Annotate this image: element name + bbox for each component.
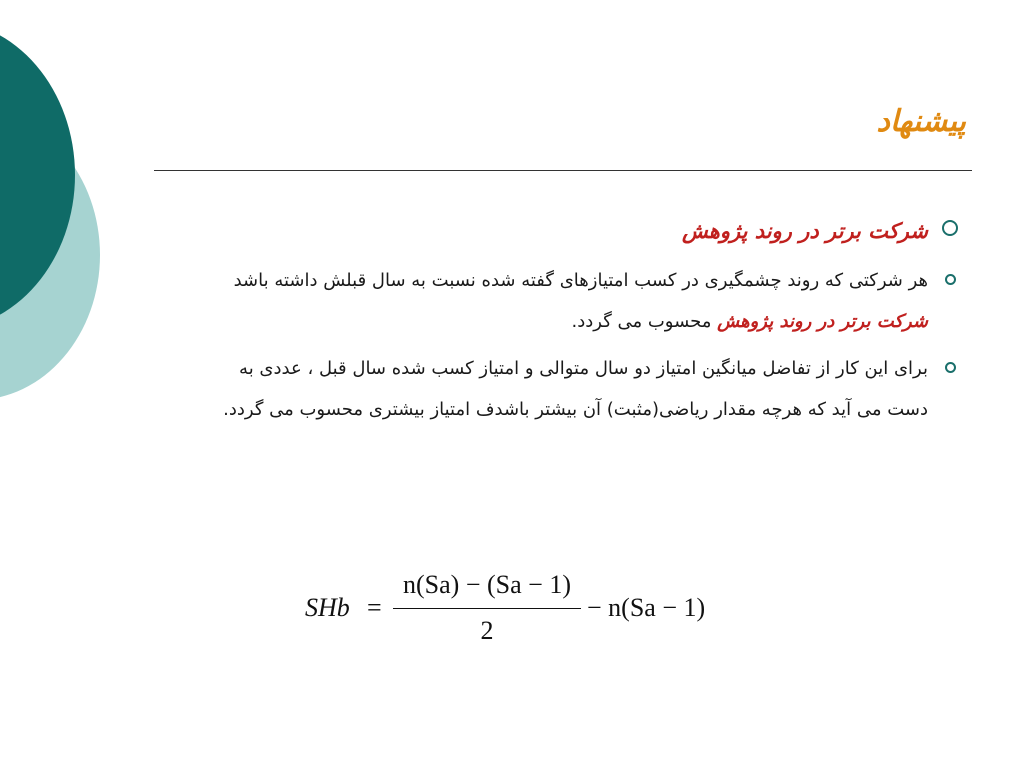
formula xyxy=(305,570,725,650)
slide-title: پیشنهاد xyxy=(876,104,966,139)
circle-bullet-icon xyxy=(945,362,956,373)
formula-equals: = xyxy=(367,593,382,622)
heading-text: شرکت برتر در روند پژوهش xyxy=(682,219,928,243)
bullet-list xyxy=(200,208,960,436)
bullet-heading xyxy=(200,208,960,254)
circle-bullet-icon xyxy=(945,274,956,285)
bullet-1-text-start: هر شرکتی که روند چشمگیری در کسب امتیازهای گفته شده نسبت به سال قبلش داشته باشد xyxy=(233,270,928,291)
formula-lhs: SHb xyxy=(305,593,350,622)
fraction-bar xyxy=(393,608,581,609)
formula-denominator: 2 xyxy=(480,616,494,645)
bullet-item-2 xyxy=(200,348,960,430)
formula-rhs: − n(Sa − 1) xyxy=(587,593,706,622)
formula-numerator: n(Sa) − (Sa − 1) xyxy=(403,570,571,599)
bullet-2-text: برای این کار از تفاضل میانگین امتیاز دو سال متوالی و امتیاز کسب شده سال قبل ، عددی به دست می آید که هرچه مقدار ریاضی(مثبت) آن بیشتر باشدف امتیاز بیشتری محسوب می گردد. xyxy=(223,358,928,420)
bullet-1-text-end: محسوب می گردد. xyxy=(571,311,718,332)
circle-bullet-icon xyxy=(942,220,958,236)
bullet-1-emphasis: شرکت برتر در روند پژوهش xyxy=(717,311,928,332)
title-divider xyxy=(154,170,972,171)
bullet-item-1 xyxy=(200,260,960,342)
